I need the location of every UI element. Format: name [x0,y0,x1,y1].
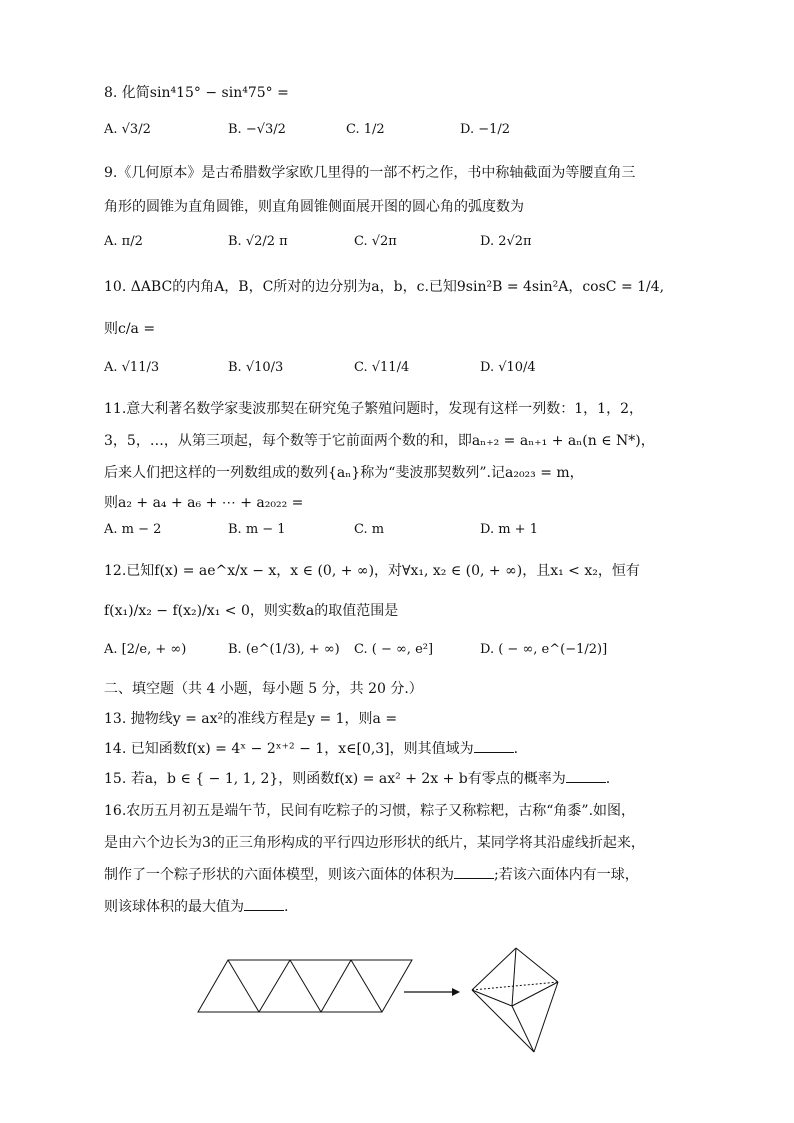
section-heading: 二、填空题（共 4 小题，每小题 5 分，共 20 分.） [104,681,423,697]
q12-option-b: B. (e^(1/3), + ∞) [228,642,340,657]
q10-line2: 则c/a = [104,321,156,337]
q8-option-b: B. −√3/2 [228,122,286,137]
q12-line2: f(x₁)/x₂ − f(x₂)/x₁ < 0，则实数a的取值范围是 [104,603,399,619]
q10-option-a: A. √11/3 [104,360,160,375]
q9-option-d: D. 2√2π [480,234,532,249]
q12-line1: 12.已知f(x) = ae^x/x − x，x ∈ (0, + ∞)，对∀x₁, x₂ ∈ (0, + ∞)，且x₁ < x₂，恒有 [104,563,640,579]
q14-text: 14. 已知函数f(x) = 4ˣ − 2ˣ⁺² − 1，x∈[0,3]，则其值域为 [104,741,474,757]
q9-option-c: C. √2π [354,234,397,249]
q16-line3 [104,864,639,884]
q16-line3b: ;若该六面体内有一球， [494,867,639,883]
q15-blank [566,770,606,783]
q9-line1: 9.《几何原本》是古希腊数学家欧几里得的一部不朽之作，书中称轴截面为等腰直角三 [104,165,636,181]
q10-option-c: C. √11/4 [354,360,410,375]
q8-stem: 8. 化简sin⁴15° − sin⁴75° = [104,85,289,101]
q9-option-b: B. √2/2 π [228,234,288,249]
q8-option-a: A. √3/2 [104,122,151,137]
q11-option-a: A. m − 2 [104,522,162,537]
q15: 15. 若a，b ∈ { − 1, 1, 2}，则函数f(x) = ax² + 2x + b有零点的概率为 . [104,771,611,787]
q15-text: 15. 若a，b ∈ { − 1, 1, 2}，则函数f(x) = ax² + 2x + b有零点的概率为 [104,771,566,787]
q8-option-c: C. 1/2 [346,122,385,137]
q16-blank-volume [454,866,494,879]
hexahedron-model [472,948,558,1052]
q16-line2: 是由六个边长为3的正三角形构成的平行四边形形状的纸片，某同学将其沿虚线折起来， [104,835,645,851]
q11-line4: 则a₂ + a₄ + a₆ + ⋯ + a₂₀₂₂ = [104,495,304,511]
q11-line1: 11.意大利著名数学家斐波那契在研究兔子繁殖问题时，发现有这样一列数：1，1，2， [104,401,643,417]
arrow-head [452,988,460,996]
q16-line4: 则该球体积的最大值为 . [104,899,289,915]
q10-line1: 10. ΔABC的内角A，B，C所对的边分别为a，b，c.已知9sin²B = 4sin²A，cosC = 1/4, [104,279,665,295]
q9-option-a: A. π/2 [104,234,143,249]
q11-line2: 3，5，…，从第三项起，每个数等于它前面两个数的和，即aₙ₊₂ = aₙ₊₁ + aₙ(n ∈ N*)， [104,433,655,449]
q13: 13. 抛物线y = ax²的准线方程是y = 1，则a = [104,711,398,727]
q10-option-b: B. √10/3 [228,360,284,375]
q16-blank-sphere [244,898,284,911]
q11-line3: 后来人们把这样的一列数组成的数列{aₙ}称为“斐波那契数列”.记a₂₀₂₃ = m， [104,465,584,481]
q14-blank [474,740,514,753]
q16-line3a: 制作了一个粽子形状的六面体模型，则该六面体的体积为 [104,867,454,883]
q12-option-d: D. ( − ∞, e^(−1/2)] [480,642,608,657]
fold-lines [228,960,382,1012]
q14: 14. 已知函数f(x) = 4ˣ − 2ˣ⁺² − 1，x∈[0,3]，则其值域为 . [104,741,519,757]
q10-option-d: D. √10/4 [480,360,536,375]
q12-option-a: A. [2/e, + ∞) [104,642,187,657]
q11-option-d: D. m + 1 [480,522,538,537]
q11-option-b: B. m − 1 [228,522,286,537]
q9-line2: 角形的圆锥为直角圆锥，则直角圆锥侧面展开图的圆心角的弧度数为 [104,199,524,215]
q12-option-c: C. ( − ∞, e²] [354,642,434,657]
q16-line4-text: 则该球体积的最大值为 [104,899,244,915]
q8-option-d: D. −1/2 [460,122,511,137]
q11-option-c: C. m [354,522,385,537]
q16-figure [190,940,580,1090]
q16-line1: 16.农历五月初五是端午节，民间有吃粽子的习惯，粽子又称粽粑，古称“角黍”.如图， [104,803,636,819]
